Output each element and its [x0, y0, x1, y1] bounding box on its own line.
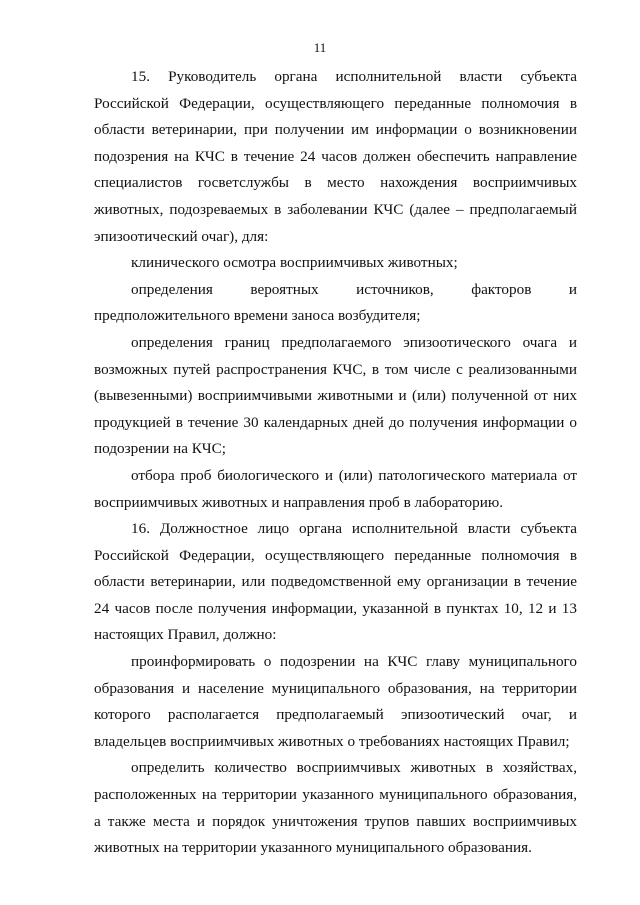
paragraph-sampling: отбора проб биологического и (или) патологического материала от восприимчивых животных и направления проб в лабораторию.: [94, 466, 577, 511]
document-body: [94, 64, 577, 862]
paragraph-15-intro: 15. Руководитель органа исполнительной власти субъекта Российской Федерации, осуществляющего переданные полномочия в области ветеринарии, при получении им информации о возникновении подозрения на КЧС в течение 24 часов должен обеспечить направление специалистов госветслужбы в место нахождения восприимчивых животных, подозреваемых в заболевании КЧС (далее – предполагаемый эпизоотический очаг), для:: [94, 68, 577, 245]
paragraph-inform-head: проинформировать о подозрении на КЧС главу муниципального образования и население муниципального образования, на территории которого располагается предполагаемый эпизоотический очаг, и владельцев восприимчивых животных о требованиях настоящих Правил;: [94, 653, 577, 750]
page-number: 11: [313, 40, 327, 55]
paragraph-sources-determination: определения вероятных источников, факторов и предположительного времени заноса возбудителя;: [94, 280, 577, 325]
paragraph-clinical-examination: клинического осмотра восприимчивых животных;: [131, 254, 458, 272]
paragraph-16-intro: 16. Должностное лицо органа исполнительной власти субъекта Российской Федерации, осуществляющего переданные полномочия в области ветеринарии, или подведомственной ему организации в течение 24 часов после получения информации, указанной в пунктах 10, 12 и 13 настоящих Правил, должно:: [94, 520, 577, 644]
paragraph-determine-quantity: определить количество восприимчивых животных в хозяйствах, расположенных на территории указанного муниципального образования, а также места и порядок уничтожения трупов павших восприимчивых животных на территории указанного муниципального образования.: [94, 759, 577, 857]
paragraph-focus-boundaries: определения границ предполагаемого эпизоотического очага и возможных путей распространения КЧС, в том числе с реализованными (вывезенными) восприимчивыми животными и (или) полученной от них продукцией в течение 30 календарных дней до получения информации о подозрении на КЧС;: [94, 333, 577, 458]
